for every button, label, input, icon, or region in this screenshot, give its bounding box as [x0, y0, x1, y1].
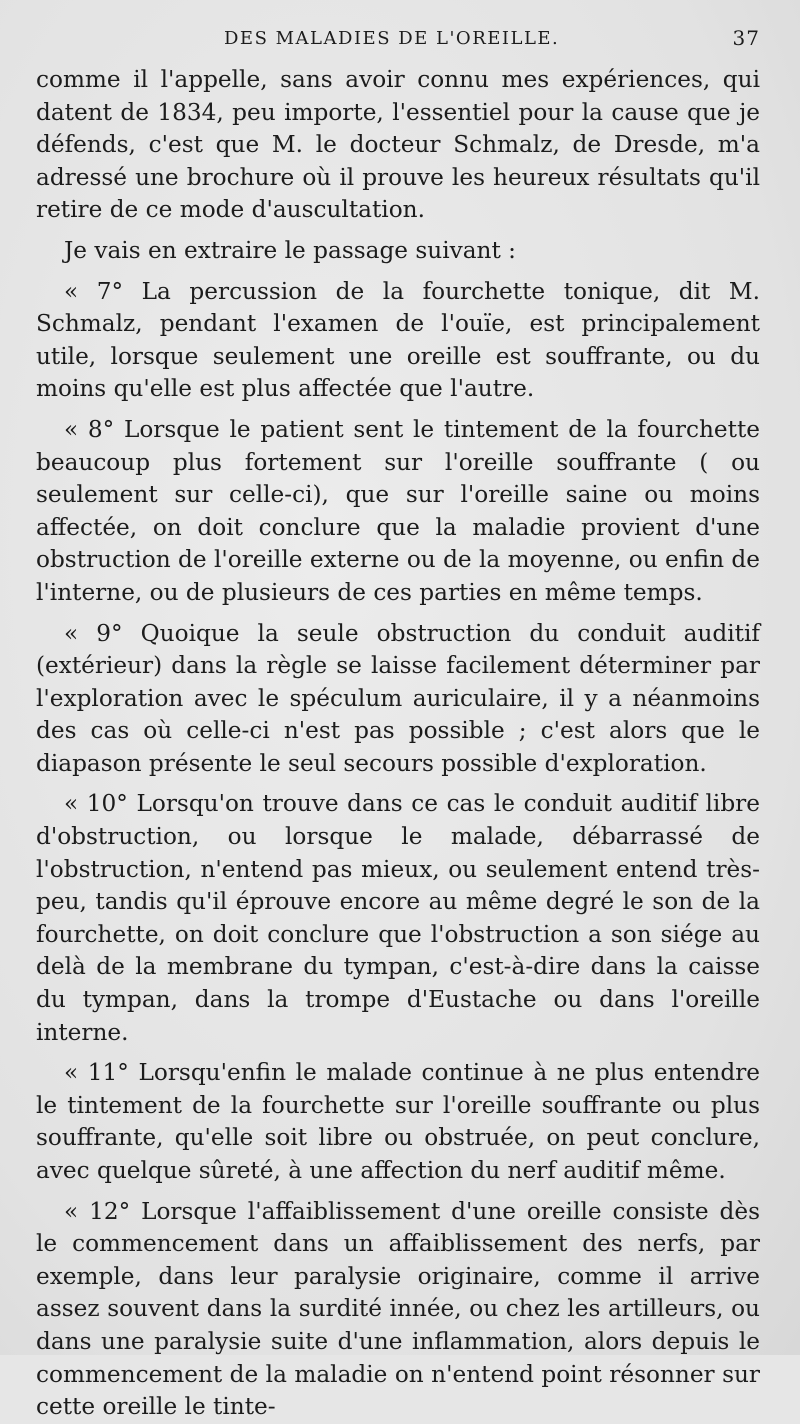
paragraph-continuation: comme il l'appelle, sans avoir connu mes expériences, qui datent de 1834, peu importe, l'essentiel pour la cause que je défends, c'est que M. le docteur Schmalz, de Dresde, m'a adressé une brochure où il prouve les heureux résultats qu'il retire de ce mode d'auscultation.	[36, 66, 760, 224]
paragraph-item-10: « 10° Lorsqu'on trouve dans ce cas le conduit auditif libre d'obstruction, ou lorsque le malade, débarrassé de l'obstruction, n'entend pas mieux, ou seulement entend très-peu, tandis qu'il éprouve encore au même degré le son de la fourchette, on doit conclure que l'obstruction a son siége au delà de la membrane du tympan, c'est-à-dire dans la caisse du tympan, dans la trompe d'Eustache ou dans l'oreille interne.	[36, 790, 760, 1046]
paragraph-intro: Je vais en extraire le passage suivant :	[64, 236, 516, 264]
paragraph-item-12: « 12° Lorsque l'affaiblissement d'une oreille consiste dès le commencement dans un affaiblissement des nerfs, par exemple, dans leur paralysie originaire, comme il arrive assez souvent dans la surdité innée, ou chez les artilleurs, ou dans une paralysie suite d'une inflammation, alors depuis le commencement de la maladie on n'entend point résonner sur cette oreille le tinte-	[36, 1197, 760, 1421]
paragraph-item-8: « 8° Lorsque le patient sent le tintement de la fourchette beaucoup plus fortement sur l'oreille souffrante ( ou seulement sur celle-ci), que sur l'oreille saine ou moins affectée, on doit conclure que la maladie provient d'une obstruction de l'oreille externe ou de la moyenne, ou enfin de l'interne, ou de plusieurs de ces parties en même temps.	[36, 415, 760, 606]
paragraph-item-11: « 11° Lorsqu'enfin le malade continue à ne plus entendre le tintement de la fourchette sur l'oreille souffrante ou plus souffrante, qu'elle soit libre ou obstruée, on peut conclure, avec quelque sûreté, à une affection du nerf auditif même.	[36, 1059, 760, 1184]
paragraph-item-7: « 7° La percussion de la fourchette tonique, dit M. Schmalz, pendant l'examen de l'ouïe, est principalement utile, lorsque seulement une oreille est souffrante, ou du moins qu'elle est plus affectée que l'autre.	[36, 277, 760, 403]
page-body	[36, 64, 760, 1424]
page-number: 37	[732, 26, 760, 50]
running-header	[36, 22, 760, 58]
running-title: DES MALADIES DE L'OREILLE.	[224, 28, 560, 49]
paragraph-item-9: « 9° Quoique la seule obstruction du conduit auditif (extérieur) dans la règle se laisse facilement déterminer par l'exploration avec le spéculum auriculaire, il y a néanmoins des cas où celle-ci n'est pas possible ; c'est alors que le diapason présente le seul secours possible d'exploration.	[36, 619, 760, 777]
